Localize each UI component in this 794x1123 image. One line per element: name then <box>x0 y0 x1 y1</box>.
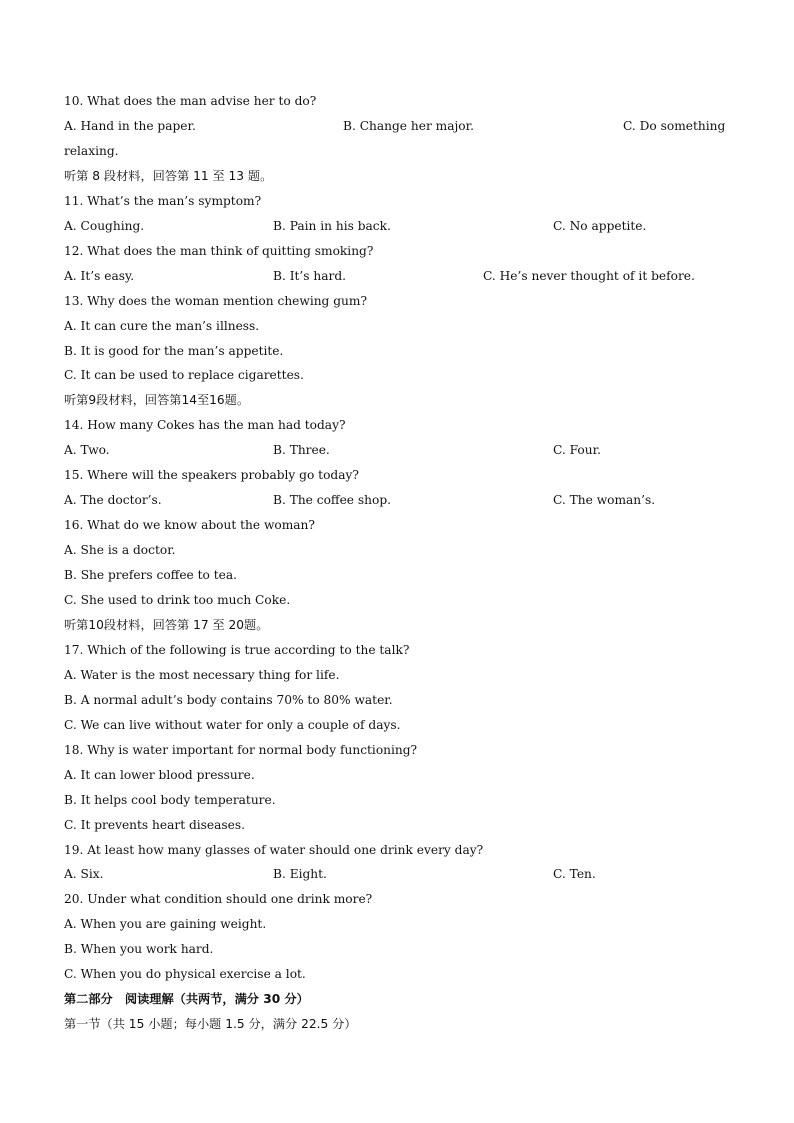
answer-choice: A. It can lower blood pressure. <box>64 767 255 782</box>
section-instruction: 听第10段材料，回答第 17 至 20题。 <box>64 617 269 632</box>
answer-choice: B. It is good for the man’s appetite. <box>64 343 284 358</box>
answer-option: C. He’s never thought of it before. <box>483 268 695 283</box>
answer-choice: A. It can cure the man’s illness. <box>64 318 260 333</box>
answer-choice: A. When you are gaining weight. <box>64 917 267 932</box>
answer-option: C. The woman’s. <box>553 493 656 508</box>
answer-choice: B. It helps cool body temperature. <box>64 792 276 807</box>
answer-choice: C. We can live without water for only a couple of days. <box>64 717 401 732</box>
answer-choice: B. She prefers coffee to tea. <box>64 568 237 582</box>
answer-choice: C. It prevents heart diseases. <box>64 817 245 832</box>
answer-option: B. Three. <box>273 443 330 458</box>
answer-option: C. No appetite. <box>553 218 647 233</box>
answer-choice: C. She used to drink too much Coke. <box>64 593 291 607</box>
answer-option: A. It’s easy. <box>64 268 135 283</box>
answer-option: B. It’s hard. <box>273 268 347 283</box>
answer-option: B. Pain in his back. <box>273 218 391 233</box>
question-text: 10. What does the man advise her to do? <box>64 94 317 108</box>
answer-option: A. Two. <box>64 443 110 458</box>
section-instruction: 听第9段材料，回答第14至16题。 <box>64 393 250 408</box>
question-text: 11. What’s the man’s symptom? <box>64 193 262 208</box>
answer-option: C. Four. <box>553 443 601 458</box>
answer-option: A. The doctor’s. <box>64 493 162 508</box>
question-text: 16. What do we know about the woman? <box>64 518 315 533</box>
question-text: 15. Where will the speakers probably go today? <box>64 468 359 483</box>
answer-option: B. The coffee shop. <box>273 493 392 508</box>
answer-option: C. Do something <box>623 119 726 133</box>
question-text: 20. Under what condition should one drink more? <box>64 892 373 907</box>
answer-choice: A. Water is the most necessary thing for life. <box>64 667 340 682</box>
question-text: 14. How many Cokes has the man had today? <box>64 418 346 433</box>
question-text: 12. What does the man think of quitting smoking? <box>64 243 374 258</box>
part-heading: 第二部分 阅读理解（共两节，满分 30 分） <box>64 992 309 1007</box>
question-text: 17. Which of the following is true according to the talk? <box>64 642 410 657</box>
answer-option: B. Change her major. <box>343 119 474 133</box>
question-text: 19. At least how many glasses of water should one drink every day? <box>64 842 484 857</box>
section-instruction: 听第 8 段材料，回答第 11 至 13 题。 <box>64 168 273 183</box>
question-text: 13. Why does the woman mention chewing gum? <box>64 293 367 308</box>
answer-choice: B. When you work hard. <box>64 942 214 957</box>
answer-choice: C. It can be used to replace cigarettes. <box>64 368 304 383</box>
answer-option: B. Eight. <box>273 867 327 882</box>
answer-choice: A. She is a doctor. <box>64 543 176 558</box>
answer-choice: relaxing. <box>64 143 119 158</box>
answer-option: A. Hand in the paper. <box>64 119 196 133</box>
answer-option: A. Six. <box>64 867 104 882</box>
answer-option: C. Ten. <box>553 867 596 882</box>
question-text: 18. Why is water important for normal body functioning? <box>64 742 418 757</box>
answer-choice: C. When you do physical exercise a lot. <box>64 967 306 982</box>
section-instruction: 第一节（共 15 小题；每小题 1.5 分，满分 22.5 分） <box>64 1017 357 1032</box>
answer-choice: B. A normal adult’s body contains 70% to 80% water. <box>64 692 393 707</box>
answer-option: A. Coughing. <box>64 218 145 233</box>
